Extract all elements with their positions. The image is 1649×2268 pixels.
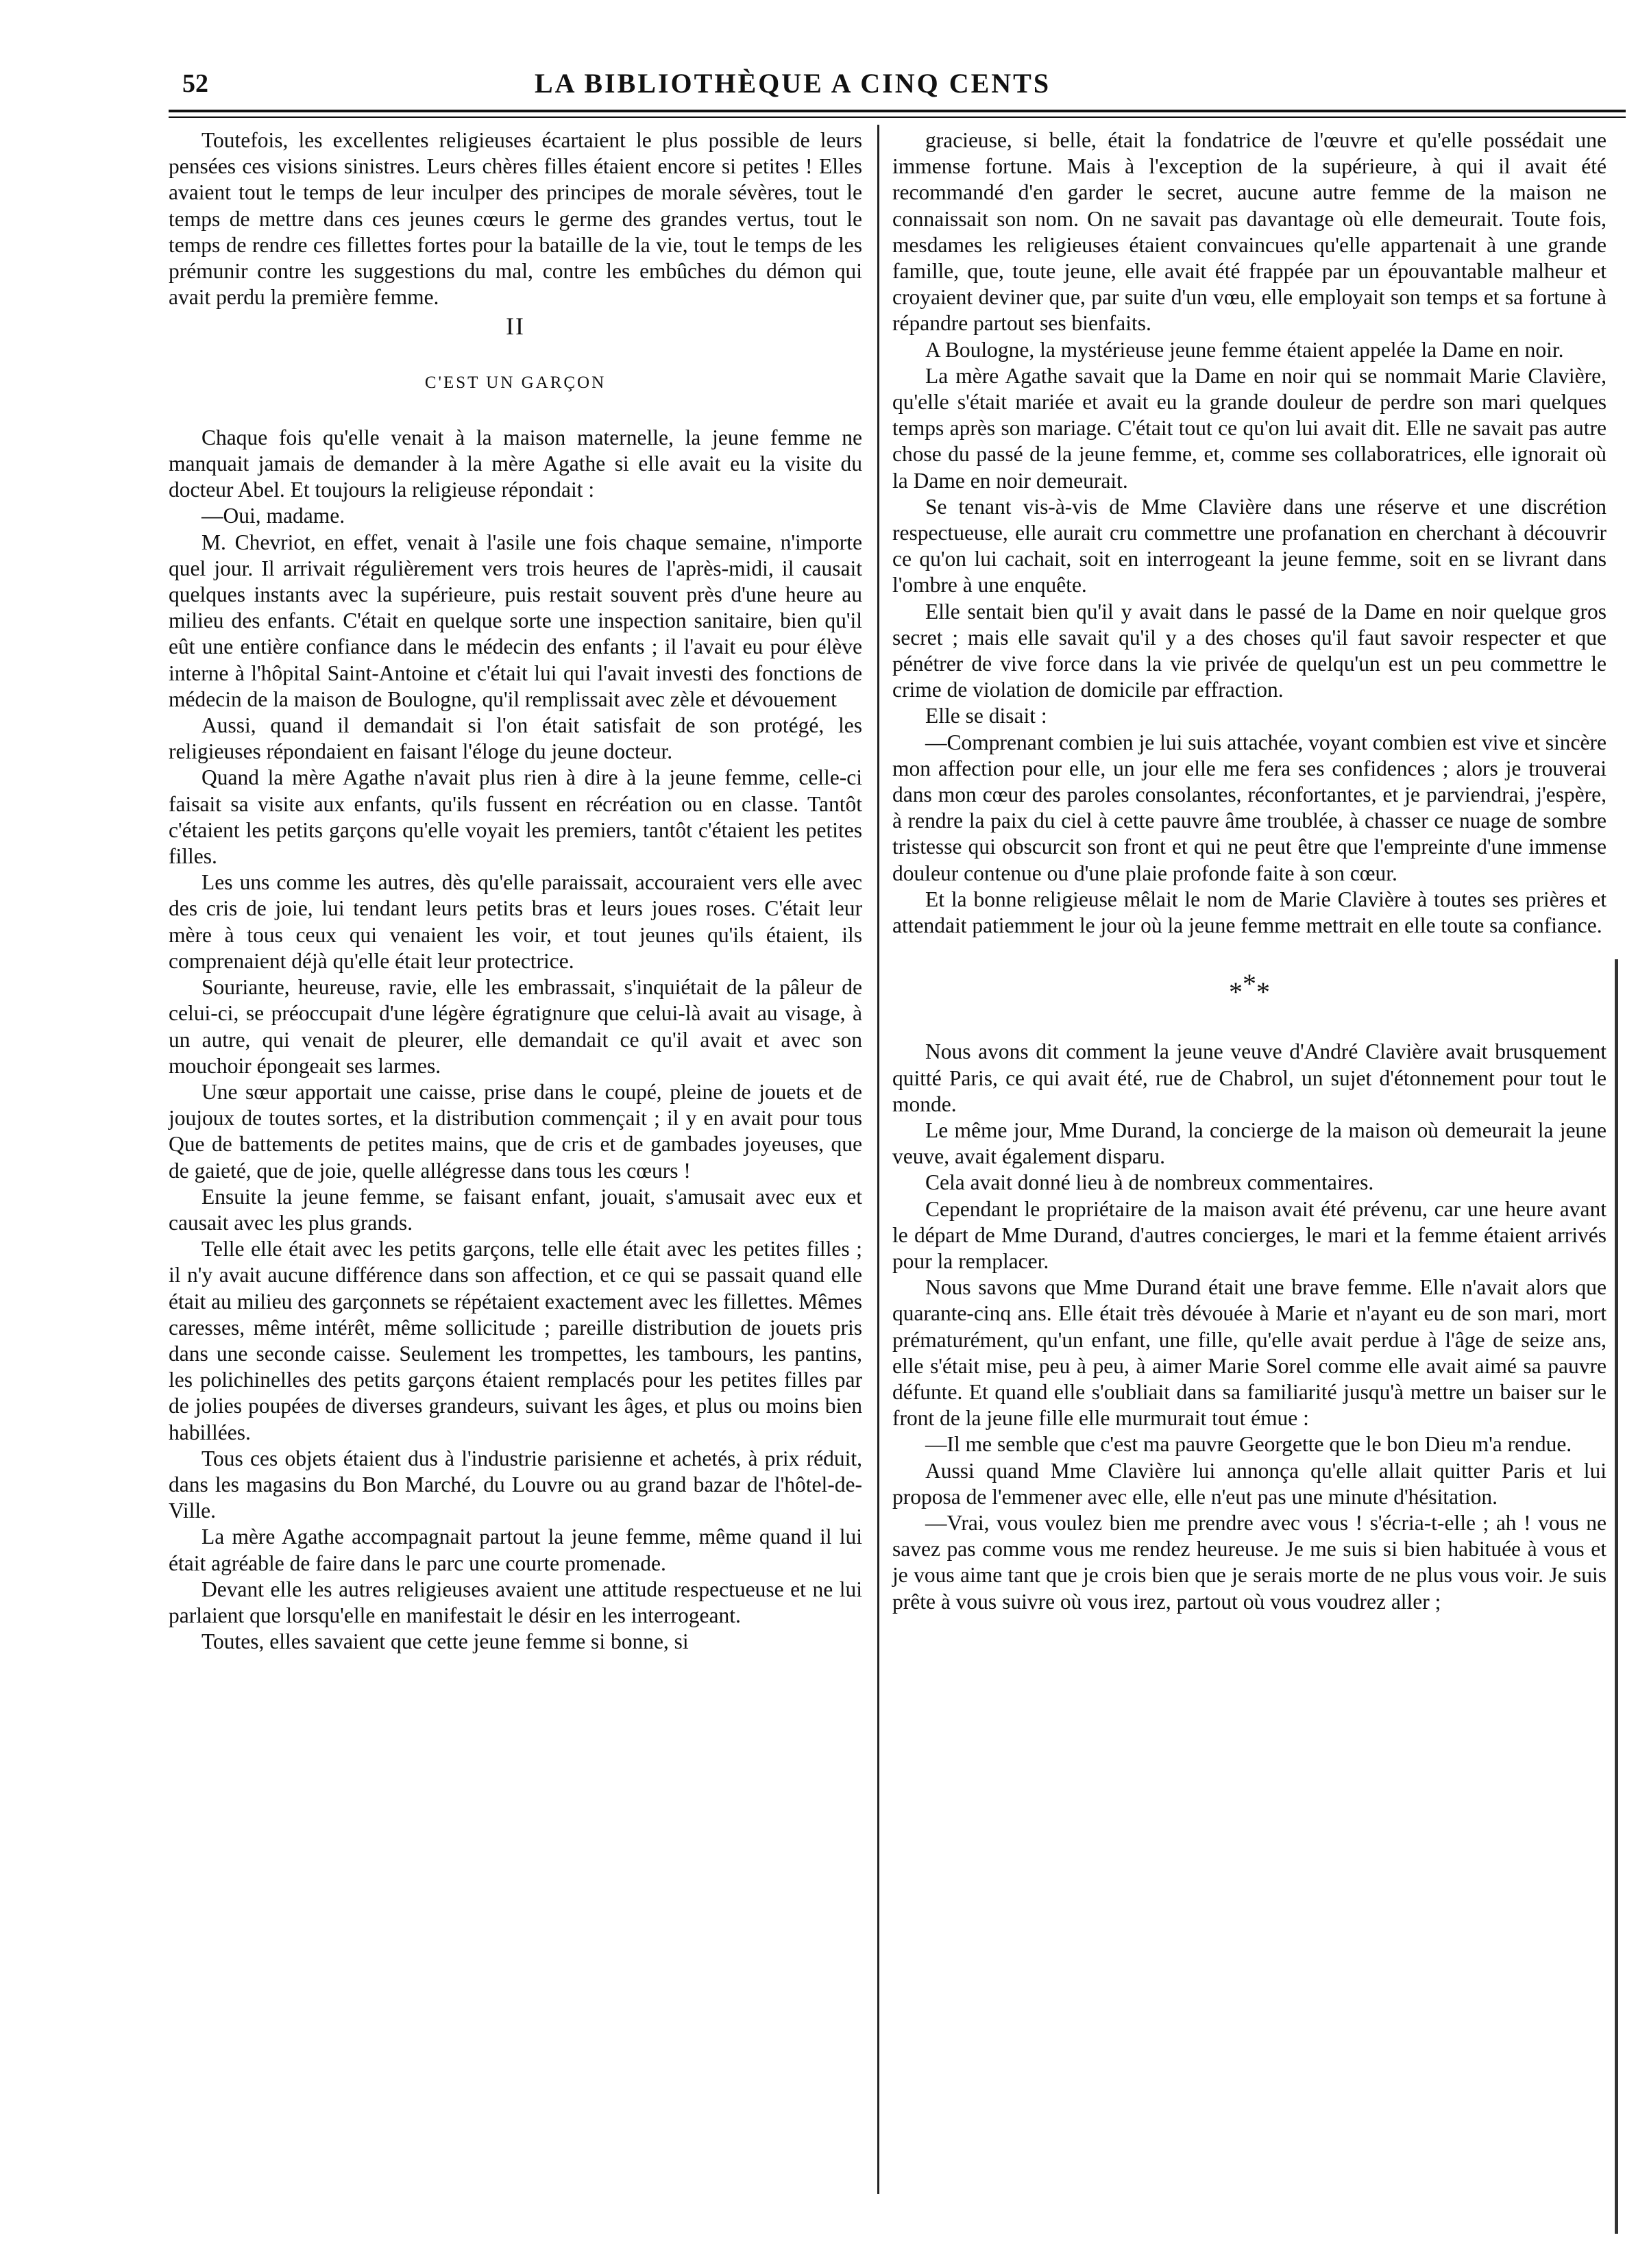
paragraph: —Vrai, vous voulez bien me prendre avec vous ! s'écria-t-elle ; ah ! vous ne savez pas comme vous me rendez heureuse. Je me suis si bien habituée à vous et je vous aime tant que je crois bien que je serais morte de ne plus vous voir. Je suis prête à vous suivre où vous irez, partout où vous voudrez aller ; bbox=[892, 1510, 1607, 1614]
paragraph: Souriante, heureuse, ravie, elle les embrassait, s'inquiétait de la pâleur de celui-ci, se préoccupait d'une légère égratignure que celui-là avait au visage, à un autre, qui venait de pleurer, elle demandait ce qu'il avait et avec son mouchoir épongeait ses larmes. bbox=[169, 975, 862, 1078]
page-edge-shadow bbox=[1615, 959, 1618, 2234]
paragraph: Cela avait donné lieu à de nombreux commentaires. bbox=[925, 1170, 1374, 1195]
right-paragraphs-before-break bbox=[892, 127, 1607, 939]
paragraph: Et la bonne religieuse mêlait le nom de Marie Clavière à toutes ses prières et attendait patiemment le jour où la jeune femme mettrait en elle toute sa confiance. bbox=[892, 887, 1607, 938]
paragraph: La mère Agathe savait que la Dame en noir qui se nommait Marie Clavière, qu'elle s'était mariée et avait eu la grande douleur de perdre son mari quelques temps après son mariage. C'était tout ce qu'on lui avait dit. Elle ne savait pas autre chose du passé de la jeune femme, et, comme ses collaboratrices, elle ignorait où la Dame en noir demeurait. bbox=[892, 363, 1607, 493]
intro-paragraph: Toutefois, les excellentes religieuses écartaient le plus possible de leurs pensées ces visions sinistres. Leurs chères filles étaient encore si petites ! Elles avaient tout le temps de leur inculper des principes de morale sévères, tout le temps de mettre dans ces jeunes cœurs le germe des grandes vertus, tout le temps de rendre ces fillettes fortes pour la bataille de la vie, tout le temps de les prémunir contre les suggestions du mal, contre les embûches du démon qui avait perdu la première femme. bbox=[169, 128, 862, 310]
paragraph: Le même jour, Mme Durand, la concierge de la maison où demeurait la jeune veuve, avait également disparu. bbox=[892, 1118, 1607, 1169]
right-column bbox=[892, 127, 1607, 1615]
paragraph: La mère Agathe accompagnait partout la jeune femme, même quand il lui était agréable de faire dans le parc une courte promenade. bbox=[169, 1525, 862, 1575]
left-column bbox=[169, 127, 862, 1655]
paragraph: Tous ces objets étaient dus à l'industrie parisienne et achetés, à prix réduit, dans les magasins du Bon Marché, du Louvre ou au grand bazar de l'hôtel-de-Ville. bbox=[169, 1446, 862, 1523]
paragraph: Quand la mère Agathe n'avait plus rien à dire à la jeune femme, celle-ci faisait sa visite aux enfants, qu'ils fussent en récréation ou en classe. Tantôt c'étaient les petits garçons qu'elle voyait les premiers, tantôt c'étaient les petites filles. bbox=[169, 765, 862, 869]
paragraph: Devant elle les autres religieuses avaient une attitude respectueuse et ne lui parlaient que lorsqu'elle en manifestait le désir en les interrogeant. bbox=[169, 1577, 862, 1627]
paragraph: Elle sentait bien qu'il y avait dans le passé de la Dame en noir quelque gros secret ; mais elle savait qu'il y a des choses qu'il faut savoir respecter et que pénétrer de vive force dans la vie privée de quelqu'un est un peu commettre le crime de violation de domicile par effraction. bbox=[892, 599, 1607, 702]
section-title: C'EST UN GARÇON bbox=[424, 373, 607, 392]
paragraph: Les uns comme les autres, dès qu'elle paraissait, accouraient vers elle avec des cris de joie, lui tendant leurs petits bras et leurs joues roses. C'était leur mère à tous ceux qui venaient les voir, et tout jeunes qu'ils étaient, ils comprenaient déjà qu'elle était leur protectrice. bbox=[169, 870, 862, 973]
paragraph: Une sœur apportait une caisse, prise dans le coupé, pleine de jouets et de joujoux de toutes sortes, et la distribution commençait ; il y en avait pour tous Que de battements de petites mains, que de cris et de gambades joyeuses, que de gaieté, que de joie, quelle allégresse dans tous les cœurs ! bbox=[169, 1079, 862, 1183]
paragraph: —Il me semble que c'est ma pauvre Georgette que le bon Dieu m'a rendue. bbox=[925, 1432, 1572, 1457]
paragraph: Telle elle était avec les petits garçons, telle elle était avec les petites filles ; il n'y avait aucune différence dans son affection, et ce qui se passait quand elle était au milieu des garçonnets se répétaient exactement avec les fillettes. Mêmes caresses, même intérêt, même sollicitude ; pareille distribution de jouets pris dans une seconde caisse. Seulement les trompettes, les tambours, les pantins, les polichinelles des petits garçons étaient remplacés pour les petites filles par de jolies poupées de diverses grandeurs, suivant les âges, et plus ou moins bien habillées. bbox=[169, 1237, 862, 1444]
paragraph: A Boulogne, la mystérieuse jeune femme étaient appelée la Dame en noir. bbox=[925, 337, 1564, 362]
paragraph: Nous avons dit comment la jeune veuve d'André Clavière avait brusquement quitté Paris, ce qui avait été, rue de Chabrol, un sujet d'étonnement pour tout le monde. bbox=[892, 1039, 1607, 1116]
right-paragraphs-after-break bbox=[892, 1039, 1607, 1614]
paragraph: —Comprenant combien je lui suis attachée, voyant combien est vive et sincère mon affection pour elle, un jour elle me fera ses confidences ; alors je trouverai dans mon cœur des paroles consolantes, réconfortantes, et je parviendrai, j'espère, à rendre la paix du ciel à cette pauvre âme troublée, à chasser ce nuage de sombre tristesse qui obscurcit son front et qui ne peut être que l'empreinte d'une immense douleur contenue ou d'une plaie profonde faite à son cœur. bbox=[892, 730, 1607, 885]
paragraph: Aussi, quand il demandait si l'on était satisfait de son protégé, les religieuses répondaient en faisant l'éloge du jeune docteur. bbox=[169, 713, 862, 764]
paragraph: M. Chevriot, en effet, venait à l'asile une fois chaque semaine, n'importe quel jour. Il arrivait régulièrement vers trois heures de l'après-midi, il causait quelques instants avec la supérieure, puis restait souvent près d'une heure au milieu des enfants. C'était en quelque sorte une inspection sanitaire, bien qu'il eût une entière confiance dans le médecin des enfants ; il l'avait eu pour élève interne à l'hôpital Saint-Antoine et c'était lui qui l'avait investi des fonctions de médecin de la maison de Boulogne, qu'il remplissait avec zèle et dévouement bbox=[169, 530, 862, 711]
paragraph: gracieuse, si belle, était la fondatrice de l'œuvre et qu'elle possédait une immense fortune. Mais à l'exception de la supérieure, à qui il avait été recommandé d'en garder le secret, aucune autre femme de la maison ne connaissait son nom. On ne savait pas davantage où elle demeurait. Toute fois, mesdames les religieuses étaient convaincues qu'elle appartenait à une grande famille, que, toute jeune, elle avait été frappée par un épouvantable malheur et croyaient deviner que, par suite d'un vœu, elle employait son temps et sa fortune à répandre partout ses bienfaits. bbox=[892, 128, 1607, 336]
column-divider bbox=[877, 125, 879, 2194]
paragraph: Aussi quand Mme Clavière lui annonça qu'elle allait quitter Paris et lui proposa de l'emmener avec elle, elle n'eut pas une minute d'hésitation. bbox=[892, 1458, 1607, 1509]
section-break-asterism: *** bbox=[1229, 968, 1270, 1008]
paragraph: Nous savons que Mme Durand était une brave femme. Elle n'avait alors que quarante-cinq ans. Elle était très dévouée à Marie et n'ayant eu de son mari, mort prématurément, qu'un enfant, une fille, qu'elle avait perdue à l'âge de seize ans, elle s'était mise, peu à peu, à aimer Marie Sorel comme elle avait aimé sa pauvre défunte. Et quand elle s'oubliait dans sa familiarité jusqu'à mettre un baiser sur le front de la jeune fille elle murmurait tout émue : bbox=[892, 1275, 1607, 1431]
paragraph: Toutes, elles savaient que cette jeune femme si bonne, si bbox=[201, 1629, 689, 1654]
paragraph: Chaque fois qu'elle venait à la maison maternelle, la jeune femme ne manquait jamais de demander à la mère Agathe si elle avait eu la visite du docteur Abel. Et toujours la religieuse répondait : bbox=[169, 425, 862, 502]
running-title: LA BIBLIOTHÈQUE A CINQ CENTS bbox=[535, 68, 1051, 99]
header-rule-thin bbox=[169, 116, 1626, 118]
left-paragraphs bbox=[169, 425, 862, 1655]
section-number: II bbox=[506, 312, 525, 341]
page-number: 52 bbox=[182, 69, 208, 98]
header-rule-thick bbox=[169, 110, 1626, 112]
paragraph: —Oui, madame. bbox=[201, 504, 345, 528]
paragraph: Elle se disait : bbox=[925, 704, 1047, 728]
paragraph: Cependant le propriétaire de la maison avait été prévenu, car une heure avant le départ de Mme Durand, d'autres concierges, le mari et la femme étaient arrivés pour la remplacer. bbox=[892, 1196, 1607, 1273]
paragraph: Ensuite la jeune femme, se faisant enfant, jouait, s'amusait avec eux et causait avec les plus grands. bbox=[169, 1184, 862, 1235]
paragraph: Se tenant vis-à-vis de Mme Clavière dans une réserve et une discrétion respectueuse, elle aurait cru commettre une profanation en cherchant à découvrir ce qu'on lui cachait, soit en interrogeant la jeune femme, soit en se livrant dans l'ombre à une enquête. bbox=[892, 494, 1607, 597]
